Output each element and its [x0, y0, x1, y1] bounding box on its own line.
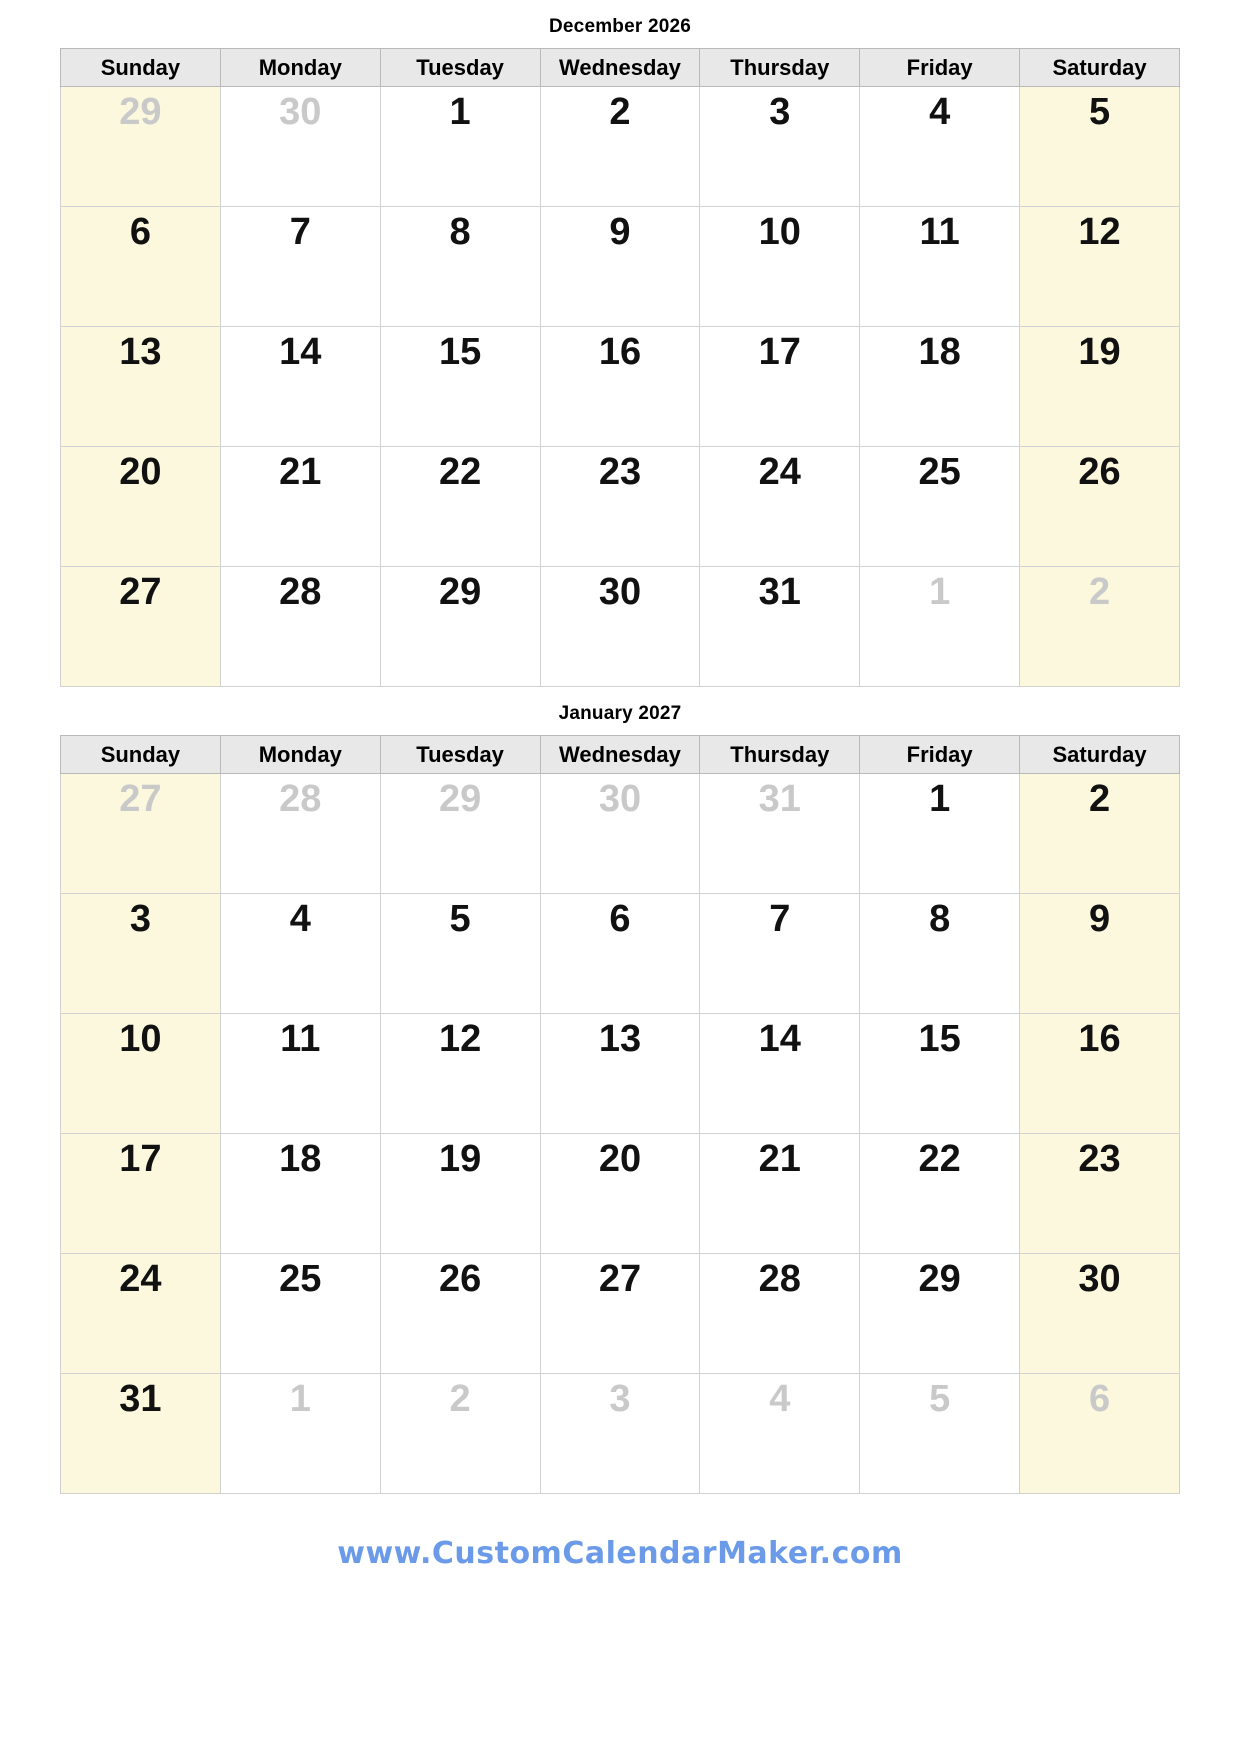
day-cell[interactable]: [860, 1254, 1020, 1374]
day-cell[interactable]: [380, 894, 540, 1014]
week-row: [61, 447, 1180, 567]
day-number: 28: [758, 1258, 801, 1300]
day-number: 5: [449, 898, 471, 940]
day-cell[interactable]: [540, 87, 700, 207]
day-number: 13: [119, 331, 162, 373]
day-cell[interactable]: [540, 207, 700, 327]
day-cell[interactable]: [700, 87, 860, 207]
day-cell[interactable]: [1020, 447, 1180, 567]
day-number: 31: [758, 571, 801, 613]
day-cell[interactable]: [61, 567, 221, 687]
day-number: 22: [918, 1138, 961, 1180]
day-cell[interactable]: [380, 87, 540, 207]
day-cell[interactable]: [700, 1134, 860, 1254]
day-cell[interactable]: [220, 1254, 380, 1374]
day-number: 1: [449, 91, 471, 133]
day-cell[interactable]: [860, 1134, 1020, 1254]
day-cell[interactable]: [540, 774, 700, 894]
day-cell[interactable]: [700, 207, 860, 327]
day-number: 26: [1078, 451, 1121, 493]
day-number: 2: [609, 91, 631, 133]
week-row: [61, 327, 1180, 447]
day-cell[interactable]: [380, 327, 540, 447]
month-title: December 2026: [548, 16, 692, 37]
day-cell[interactable]: [700, 894, 860, 1014]
day-cell[interactable]: [540, 1134, 700, 1254]
day-cell[interactable]: [860, 774, 1020, 894]
day-number: 8: [929, 898, 951, 940]
day-number: 7: [289, 211, 311, 253]
day-number: 29: [918, 1258, 961, 1300]
day-cell[interactable]: [1020, 774, 1180, 894]
day-number: 14: [758, 1018, 801, 1060]
day-cell[interactable]: [540, 567, 700, 687]
day-cell[interactable]: [220, 207, 380, 327]
day-number: 8: [449, 211, 471, 253]
weekday-header: Thursday: [700, 736, 860, 774]
custom-calendar-maker-link[interactable]: www.CustomCalendarMaker.com: [337, 1536, 903, 1571]
week-row: [61, 1134, 1180, 1254]
day-number: 16: [598, 331, 642, 373]
adjacent-month-day-number: 1: [929, 571, 951, 613]
day-cell[interactable]: [380, 447, 540, 567]
day-number: 12: [1078, 211, 1121, 253]
day-number: 4: [929, 91, 951, 133]
calendar-table: [60, 48, 1180, 687]
day-cell[interactable]: [1020, 1254, 1180, 1374]
day-number: 24: [119, 1258, 162, 1300]
page-footer: [0, 1494, 1240, 1571]
day-cell[interactable]: [700, 1374, 860, 1494]
day-number: 25: [279, 1258, 322, 1300]
day-cell[interactable]: [700, 774, 860, 894]
day-number: 7: [769, 898, 791, 940]
day-cell[interactable]: [380, 1134, 540, 1254]
day-number: 4: [289, 898, 311, 940]
day-cell[interactable]: [380, 207, 540, 327]
day-number: 31: [119, 1378, 162, 1420]
adjacent-month-day-number: 6: [1088, 1378, 1111, 1420]
weekday-header: Saturday: [1020, 49, 1180, 87]
day-number: 6: [609, 898, 631, 940]
day-cell[interactable]: [61, 87, 221, 207]
day-cell[interactable]: [220, 1014, 380, 1134]
day-cell[interactable]: [61, 1134, 221, 1254]
day-number: 11: [280, 1018, 321, 1060]
adjacent-month-day-number: 3: [609, 1378, 631, 1420]
day-number: 19: [1078, 331, 1121, 373]
month-block: [60, 687, 1180, 1494]
day-cell[interactable]: [860, 1014, 1020, 1134]
day-cell[interactable]: [700, 447, 860, 567]
day-cell[interactable]: [380, 1374, 540, 1494]
day-number: 1: [929, 778, 951, 820]
day-cell[interactable]: [1020, 567, 1180, 687]
day-number: 24: [758, 451, 801, 493]
day-number: 25: [918, 451, 961, 493]
day-cell[interactable]: [61, 1014, 221, 1134]
day-cell[interactable]: [860, 894, 1020, 1014]
day-cell[interactable]: [1020, 894, 1180, 1014]
adjacent-month-day-number: 29: [438, 778, 482, 820]
adjacent-month-day-number: 4: [769, 1378, 791, 1420]
day-number: 10: [758, 211, 801, 253]
day-cell[interactable]: [380, 567, 540, 687]
weekday-header: Sunday: [61, 736, 221, 774]
day-cell[interactable]: [220, 327, 380, 447]
adjacent-month-day-number: 29: [119, 91, 162, 133]
day-number: 15: [438, 331, 482, 373]
day-number: 11: [919, 211, 960, 253]
day-cell[interactable]: [700, 1254, 860, 1374]
day-number: 22: [438, 451, 482, 493]
weekday-header: Wednesday: [540, 736, 700, 774]
adjacent-month-day-number: 31: [758, 778, 801, 820]
day-cell[interactable]: [540, 1014, 700, 1134]
day-number: 5: [1088, 91, 1111, 133]
week-row: [61, 894, 1180, 1014]
day-number: 9: [609, 211, 631, 253]
week-row: [61, 87, 1180, 207]
day-cell[interactable]: [61, 207, 221, 327]
day-cell[interactable]: [1020, 1134, 1180, 1254]
week-row: [61, 567, 1180, 687]
day-cell[interactable]: [860, 567, 1020, 687]
day-cell[interactable]: [540, 894, 700, 1014]
day-cell[interactable]: [380, 774, 540, 894]
month-title: January 2027: [558, 703, 682, 724]
day-cell[interactable]: [220, 1134, 380, 1254]
day-cell[interactable]: [700, 567, 860, 687]
day-number: 28: [279, 571, 322, 613]
weekday-header: Friday: [860, 736, 1020, 774]
day-cell[interactable]: [61, 894, 221, 1014]
day-cell[interactable]: [1020, 1014, 1180, 1134]
weekday-header: Monday: [220, 49, 380, 87]
day-number: 9: [1088, 898, 1111, 940]
adjacent-month-day-number: 27: [119, 778, 162, 820]
day-cell[interactable]: [380, 1014, 540, 1134]
adjacent-month-day-number: 28: [279, 778, 322, 820]
day-cell[interactable]: [380, 1254, 540, 1374]
weekday-header: Thursday: [700, 49, 860, 87]
day-cell[interactable]: [540, 1374, 700, 1494]
day-number: 12: [438, 1018, 482, 1060]
weekday-header: Tuesday: [380, 49, 540, 87]
day-number: 3: [769, 91, 791, 133]
day-cell[interactable]: [700, 1014, 860, 1134]
week-row: [61, 207, 1180, 327]
day-number: 20: [119, 451, 162, 493]
day-number: 18: [279, 1138, 322, 1180]
weekday-header-row: [61, 736, 1180, 774]
day-cell[interactable]: [860, 207, 1020, 327]
day-number: 27: [119, 571, 162, 613]
day-cell[interactable]: [540, 447, 700, 567]
day-number: 23: [598, 451, 642, 493]
weekday-header: Saturday: [1020, 736, 1180, 774]
day-number: 27: [598, 1258, 642, 1300]
day-number: 2: [1088, 778, 1111, 820]
day-number: 17: [119, 1138, 162, 1180]
day-cell[interactable]: [1020, 327, 1180, 447]
day-number: 6: [129, 211, 151, 253]
day-number: 15: [918, 1018, 961, 1060]
adjacent-month-day-number: 2: [1088, 571, 1111, 613]
day-cell[interactable]: [61, 1254, 221, 1374]
adjacent-month-day-number: 5: [929, 1378, 951, 1420]
month-block: [60, 0, 1180, 687]
day-cell[interactable]: [61, 447, 221, 567]
weekday-header: Tuesday: [380, 736, 540, 774]
day-number: 30: [598, 571, 642, 613]
weekday-header: Sunday: [61, 49, 221, 87]
day-number: 29: [438, 571, 482, 613]
day-cell[interactable]: [540, 1254, 700, 1374]
day-cell[interactable]: [700, 327, 860, 447]
day-number: 13: [598, 1018, 642, 1060]
day-cell[interactable]: [220, 447, 380, 567]
day-number: 23: [1078, 1138, 1121, 1180]
day-cell[interactable]: [220, 567, 380, 687]
day-cell[interactable]: [1020, 207, 1180, 327]
day-cell[interactable]: [220, 774, 380, 894]
day-cell[interactable]: [540, 327, 700, 447]
day-cell[interactable]: [860, 327, 1020, 447]
day-number: 30: [1078, 1258, 1121, 1300]
weekday-header-row: [61, 49, 1180, 87]
day-number: 3: [129, 898, 151, 940]
day-cell[interactable]: [61, 1374, 221, 1494]
day-cell[interactable]: [220, 87, 380, 207]
day-number: 20: [598, 1138, 642, 1180]
day-cell[interactable]: [860, 1374, 1020, 1494]
day-number: 21: [758, 1138, 801, 1180]
day-cell[interactable]: [1020, 1374, 1180, 1494]
calendar-table: [60, 735, 1180, 1494]
adjacent-month-day-number: 30: [598, 778, 642, 820]
week-row: [61, 1254, 1180, 1374]
week-row: [61, 1014, 1180, 1134]
week-row: [61, 774, 1180, 894]
day-number: 18: [918, 331, 961, 373]
day-cell[interactable]: [860, 447, 1020, 567]
weekday-header: Friday: [860, 49, 1020, 87]
day-number: 14: [279, 331, 322, 373]
day-cell[interactable]: [220, 894, 380, 1014]
day-number: 16: [1078, 1018, 1121, 1060]
day-number: 19: [438, 1138, 482, 1180]
day-number: 26: [438, 1258, 482, 1300]
day-cell[interactable]: [1020, 87, 1180, 207]
day-cell[interactable]: [220, 1374, 380, 1494]
day-number: 17: [758, 331, 801, 373]
day-cell[interactable]: [61, 774, 221, 894]
day-cell[interactable]: [61, 327, 221, 447]
adjacent-month-day-number: 1: [289, 1378, 311, 1420]
weekday-header: Monday: [220, 736, 380, 774]
adjacent-month-day-number: 2: [449, 1378, 471, 1420]
day-number: 21: [279, 451, 322, 493]
adjacent-month-day-number: 30: [279, 91, 322, 133]
day-number: 10: [119, 1018, 162, 1060]
day-cell[interactable]: [860, 87, 1020, 207]
weekday-header: Wednesday: [540, 49, 700, 87]
week-row: [61, 1374, 1180, 1494]
